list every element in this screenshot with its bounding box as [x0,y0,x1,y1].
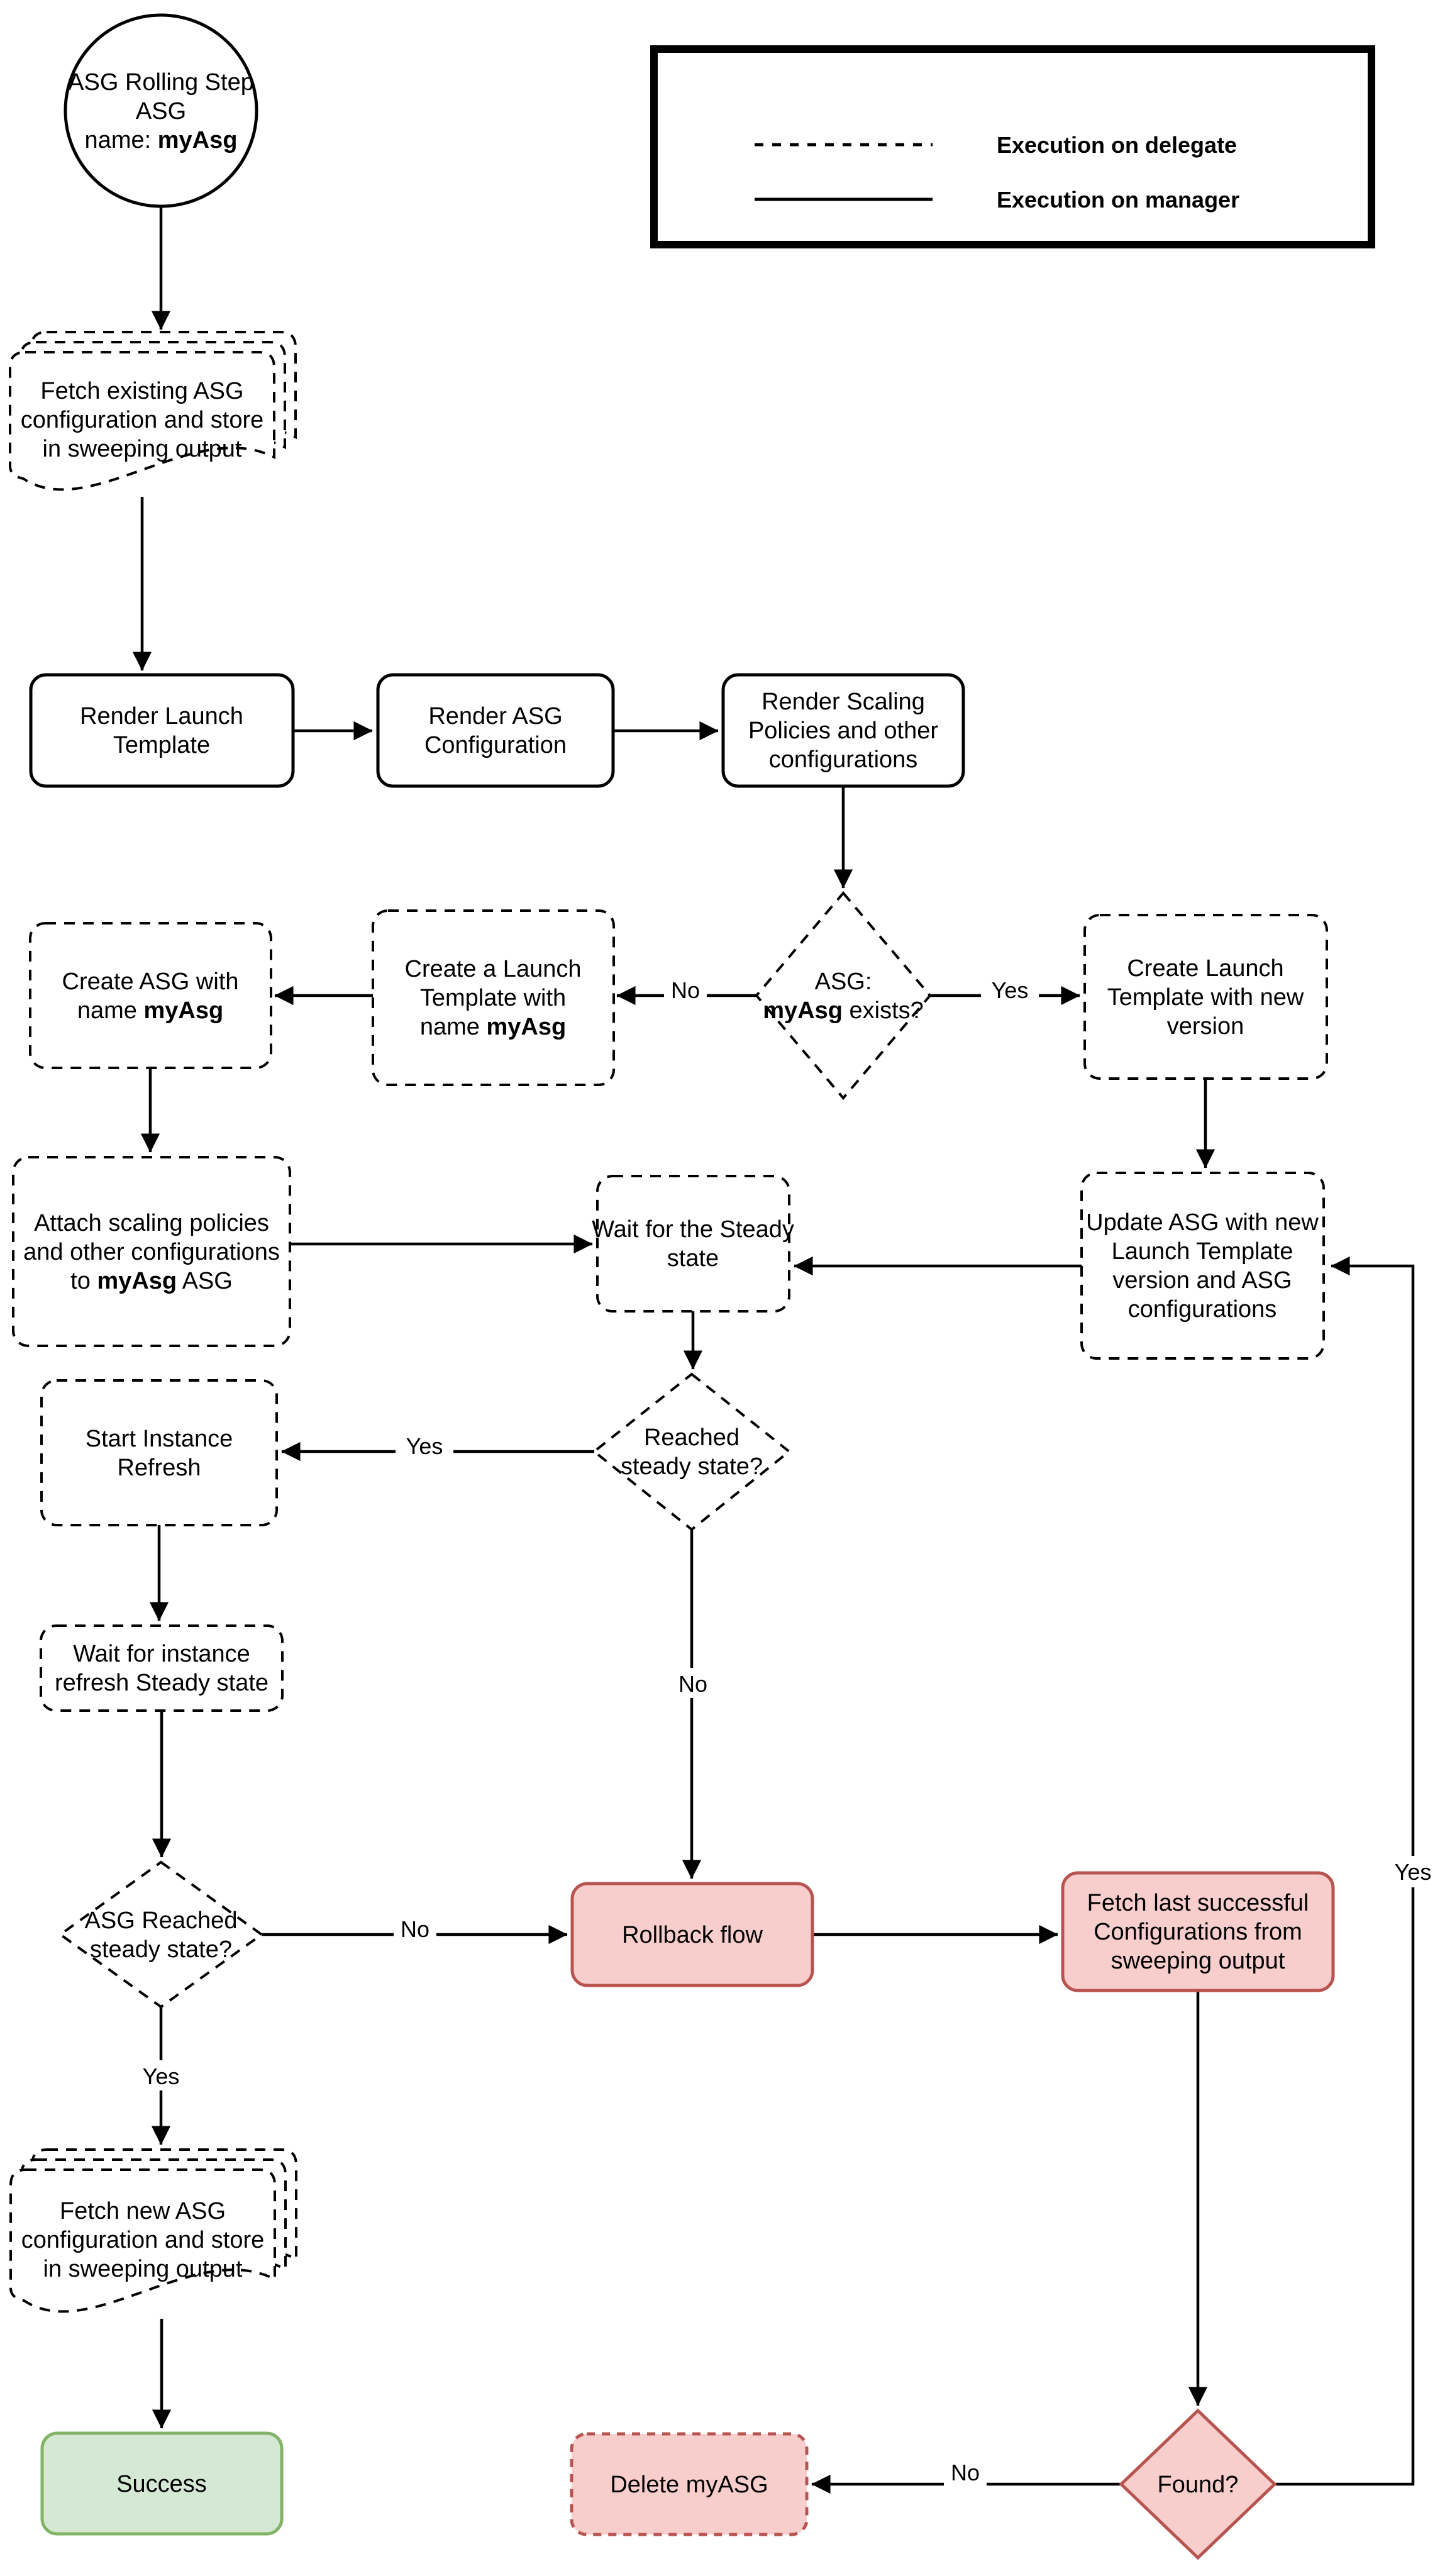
node-fetch-new-config [11,2150,296,2311]
node-create-launch-template-new-version [1085,915,1327,1079]
label-asg-reached-no: No [400,1916,430,1942]
decision-found [1121,2411,1275,2558]
svg-text:Success: Success [116,2471,207,2497]
svg-text:and other configurations: and other configurations [23,1239,280,1265]
svg-text:Create ASG with: Create ASG with [62,969,239,995]
node-wait-steady-state [592,1176,794,1311]
node-wait-instance-refresh [41,1626,282,1711]
svg-text:Wait for the Steady: Wait for the Steady [592,1216,794,1243]
label-reached-steady-no: No [678,1671,708,1697]
svg-text:version and ASG: version and ASG [1112,1267,1292,1294]
node-fetch-last-successful [1063,1873,1333,1990]
node-render-scaling-policies [723,675,963,786]
svg-text:Start Instance: Start Instance [85,1426,233,1452]
svg-text:Attach scaling policies: Attach scaling policies [34,1210,269,1236]
svg-text:Wait for instance: Wait for instance [73,1641,250,1667]
node-start-instance-refresh [42,1380,277,1525]
label-asg-exists-yes: Yes [991,977,1029,1003]
decision-asg-exists [756,893,930,1098]
node-render-launch-template [31,675,293,786]
svg-text:steady state?: steady state? [620,1453,763,1480]
svg-text:sweeping output: sweeping output [1110,1948,1285,1974]
svg-text:ASG: ASG [135,98,187,125]
svg-text:Fetch existing ASG: Fetch existing ASG [40,378,244,404]
svg-text:name: myAsg: name: myAsg [84,127,238,153]
node-fetch-existing-config [10,332,296,489]
node-rollback-flow [572,1884,812,1985]
svg-text:ASG Rolling Step: ASG Rolling Step [68,69,254,96]
svg-text:state: state [667,1245,719,1272]
svg-text:Fetch new ASG: Fetch new ASG [59,2198,226,2224]
svg-text:Template: Template [113,732,211,758]
node-start-circle [65,15,257,206]
node-render-asg-configuration [378,675,613,786]
svg-text:ASG Reached: ASG Reached [84,1907,238,1934]
svg-text:name myAsg: name myAsg [77,997,224,1024]
label-found-no: No [950,2460,980,2485]
svg-text:Launch Template: Launch Template [1111,1238,1293,1265]
svg-text:Policies and other: Policies and other [748,718,939,744]
legend-label-manager: Execution on manager [997,187,1240,213]
legend [654,49,1371,245]
svg-text:steady state?: steady state? [89,1936,233,1963]
svg-text:Render Scaling: Render Scaling [762,689,925,715]
decision-asg-reached-steady [60,1862,262,2007]
svg-text:refresh Steady state: refresh Steady state [54,1670,269,1696]
svg-text:Rollback flow: Rollback flow [622,1922,763,1948]
svg-text:Render ASG: Render ASG [428,703,563,730]
decision-reached-steady-state [594,1374,789,1530]
svg-text:Template with: Template with [419,985,567,1011]
svg-text:Delete myASG: Delete myASG [610,2472,768,2498]
svg-text:configurations: configurations [768,747,918,773]
svg-text:Reached: Reached [643,1424,740,1451]
node-update-asg [1082,1173,1324,1358]
node-success [42,2433,282,2534]
svg-text:Configurations from: Configurations from [1094,1919,1302,1945]
svg-text:Found?: Found? [1157,2472,1239,2498]
svg-text:configuration and store: configuration and store [20,407,264,433]
svg-text:Fetch last successful: Fetch last successful [1087,1890,1309,1916]
svg-text:configuration and store: configuration and store [21,2227,265,2253]
label-found-yes: Yes [1394,1859,1432,1885]
svg-text:Configuration: Configuration [424,732,567,758]
svg-text:Update ASG with new: Update ASG with new [1086,1209,1319,1236]
node-attach-scaling-policies [13,1157,290,1346]
svg-text:ASG:: ASG: [814,969,872,995]
svg-text:configurations: configurations [1127,1296,1277,1323]
label-asg-reached-yes: Yes [142,2063,180,2089]
node-create-asg [30,923,271,1068]
svg-text:Template with new: Template with new [1107,984,1304,1011]
svg-text:myAsg exists?: myAsg exists? [763,997,924,1024]
svg-text:version: version [1166,1013,1244,1040]
label-asg-exists-no: No [670,977,701,1003]
svg-text:Create a Launch: Create a Launch [404,956,582,982]
svg-text:Refresh: Refresh [117,1455,201,1481]
legend-label-delegate: Execution on delegate [997,132,1238,158]
svg-text:name myAsg: name myAsg [419,1014,567,1040]
node-create-launch-template [373,911,614,1085]
svg-text:in sweeping output: in sweeping output [43,2256,243,2282]
label-reached-steady-yes: Yes [406,1433,443,1459]
svg-text:in sweeping output: in sweeping output [42,436,242,462]
svg-text:to myAsg ASG: to myAsg ASG [70,1268,233,1294]
node-delete-asg [572,2434,807,2534]
svg-text:Create Launch: Create Launch [1127,955,1284,982]
svg-text:Render Launch: Render Launch [80,703,243,730]
